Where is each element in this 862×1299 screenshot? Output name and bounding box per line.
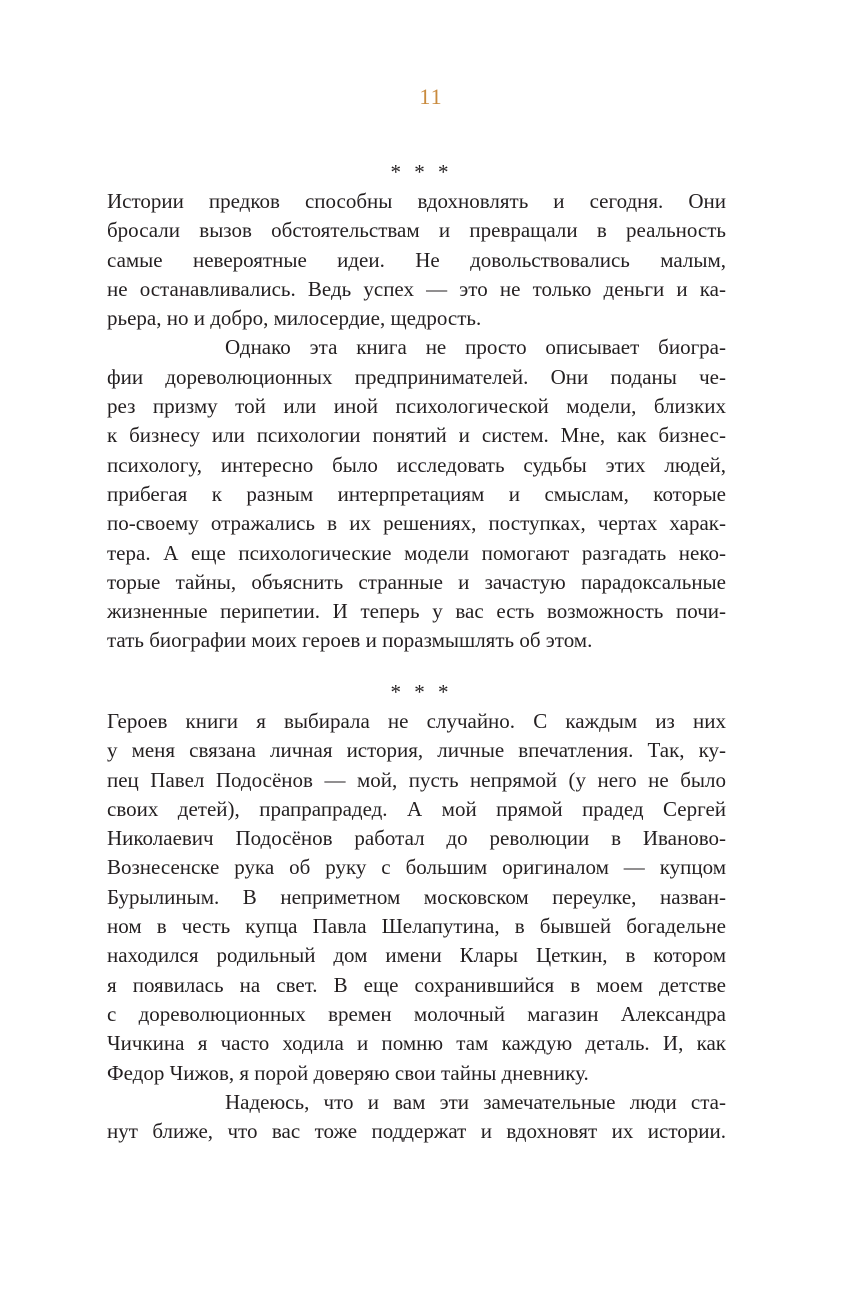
page-number: 11 [419,84,443,109]
paragraph-line: ном в честь купца Павла Шелапутина, в бывшей богадельне [107,914,726,939]
paragraph-line: рьера, но и добро, милосердие, щедрость. [107,306,482,331]
paragraph-line: находился родильный дом имени Клары Цеткин, в котором [107,943,726,968]
paragraph-line: Чичкина я часто ходила и помню там каждую деталь. И, как [107,1031,726,1056]
paragraph-line: жизненные перипетии. И теперь у вас есть возможность почи- [107,599,726,624]
paragraph-line: Героев книги я выбирала не случайно. С каждым из них [107,709,726,733]
paragraph-line: своих детей), прапрапрадед. А мой прямой прадед Сергей [107,796,726,821]
paragraph-line: тать биографии моих героев и поразмышлять об этом. [107,628,593,653]
paragraph-line: Вознесенске рука об руку с большим оригиналом — купцом [107,855,726,880]
paragraph-line: к бизнесу или психологии понятий и систем. Мне, как бизнес- [107,423,726,448]
paragraph-line: пец Павел Подосёнов — мой, пусть непрямой (у него не было [107,767,726,792]
paragraph-line: нут ближе, что вас тоже поддержат и вдохновят их истории. [107,1119,726,1144]
paragraph-line: с дореволюционных времен молочный магазин Александра [107,1001,726,1026]
paragraph-line: прибегая к разным интерпретациям и смыслам, которые [107,481,726,506]
paragraph-line: Однако эта книга не просто описывает биогра- [225,335,726,360]
paragraph-line: Истории предков способны вдохновлять и сегодня. Они [107,189,726,213]
paragraph-line: рез призму той или иной психологической модели, близких [107,394,726,419]
paragraph-line: торые тайны, объяснить странные и зачастую парадоксальные [107,569,726,594]
paragraph-line: у меня связана личная история, личные впечатления. Так, ку- [107,738,726,763]
paragraph-line: Николаевич Подосёнов работал до революции в Иваново- [107,826,726,851]
paragraph-line: Бурылиным. В неприметном московском переулке, назван- [107,884,726,909]
paragraph-line: психологу, интересно было исследовать судьбы этих людей, [107,452,726,477]
paragraph-line: Надеюсь, что и вам эти замечательные люди ста- [225,1089,726,1114]
paragraph-line: фии дореволюционных предпринимателей. Они поданы че- [107,364,726,389]
section-separator: * * * [390,160,453,184]
section-separator: * * * [390,680,453,704]
text-section-1 [107,158,726,656]
paragraph-line: тера. А еще психологические модели помогают разгадать неко- [107,540,726,565]
paragraph-line: бросали вызов обстоятельствам и превращали в реальность [107,218,726,243]
paragraph-line: я появилась на свет. В еще сохранившийся в моем детстве [107,972,726,997]
paragraph-line: по-своему отражались в их решениях, поступках, чертах харак- [107,511,726,536]
paragraph-line: не останавливались. Ведь успех — это не только деньги и ка- [107,276,726,301]
paragraph-line: Федор Чижов, я порой доверяю свои тайны дневнику. [107,1060,589,1085]
paragraph-line: самые невероятные идеи. Не довольствовались малым, [107,247,726,272]
text-section-2 [107,678,726,1146]
